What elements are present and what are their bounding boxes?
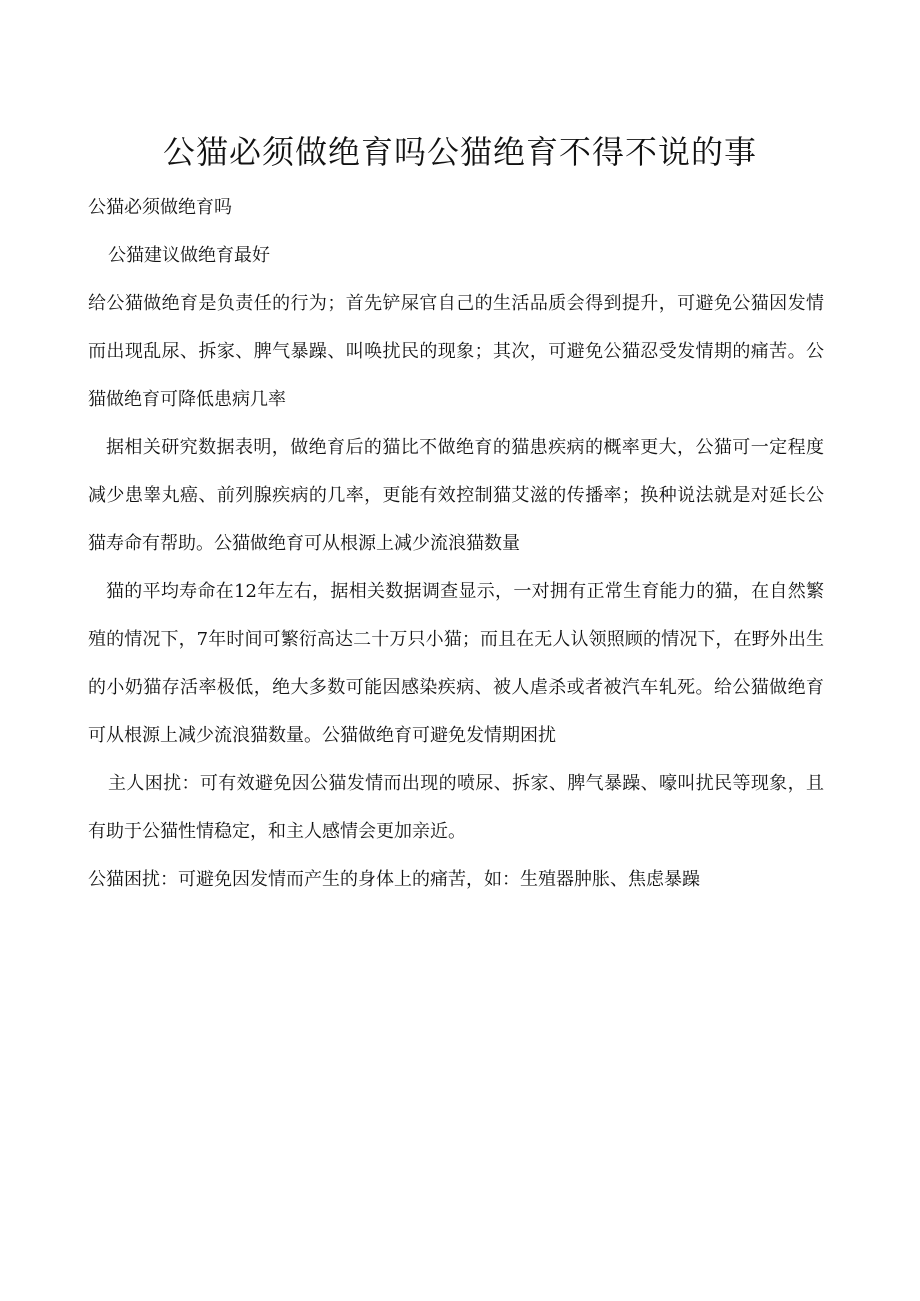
paragraph-responsibility: 给公猫做绝育是负责任的行为；首先铲屎官自己的生活品质会得到提升，可避免公猫因发情而出现乱尿、拆家、脾气暴躁、叫唤扰民的现象；其次，可避免公猫忍受发情期的痛苦。公猫做绝育可降低患病几率 [88,293,824,410]
paragraph-health-research: 据相关研究数据表明，做绝育后的猫比不做绝育的猫患疾病的概率更大，公猫可一定程度减少患睾丸癌、前列腺疾病的几率，更能有效控制猫艾滋的传播率；换种说法就是对延长公猫寿命有帮助。公猫做绝育可从根源上减少流浪猫数量 [88,437,824,554]
document-body [88,184,824,904]
document-title: 公猫必须做绝育吗公猫绝育不得不说的事 [162,133,757,171]
paragraph-stray-population: 猫的平均寿命在12年左右，据相关数据调查显示，一对拥有正常生育能力的猫，在自然繁殖的情况下，7年时间可繁衍高达二十万只小猫；而且在无人认领照顾的情况下，在野外出生的小奶猫存活率极低，绝大多数可能因感染疾病、被人虐杀或者被汽车轧死。给公猫做绝育可从根源上减少流浪猫数量。公猫做绝育可避免发情期困扰 [88,581,824,746]
paragraph-question: 公猫必须做绝育吗 [88,197,232,218]
paragraph-cat-trouble: 公猫困扰：可避免因发情而产生的身体上的痛苦，如：生殖器肿胀、焦虑暴躁 [88,869,700,890]
paragraph-owner-trouble: 主人困扰：可有效避免因公猫发情而出现的喷尿、拆家、脾气暴躁、嚎叫扰民等现象，且有助于公猫性情稳定，和主人感情会更加亲近。 [88,773,824,842]
paragraph-recommendation: 公猫建议做绝育最好 [108,245,270,266]
